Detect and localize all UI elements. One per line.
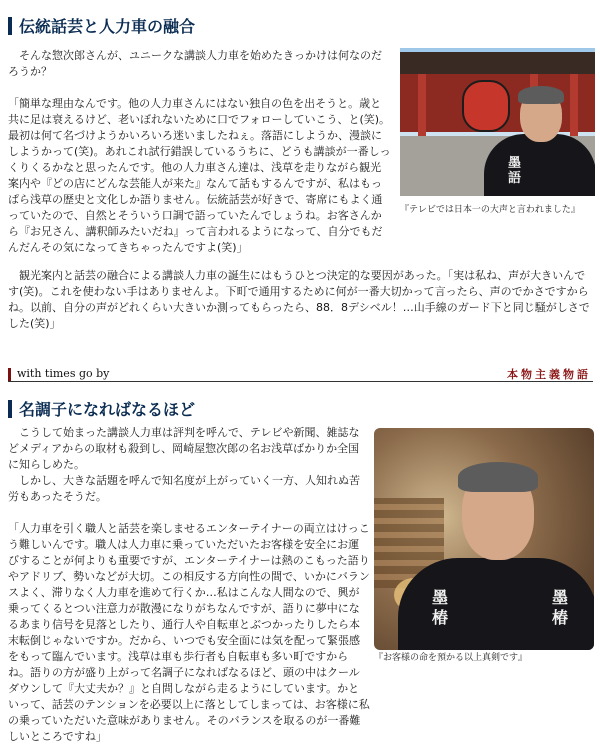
section2-text <box>8 425 370 745</box>
section1-intro-text <box>8 48 392 256</box>
photo-caption-tv: 『テレビでは日本一の大声と言われました』 <box>400 205 580 215</box>
band-subtitle: with times go by <box>17 367 110 380</box>
section1-quote: 「簡単な理由なんです。他の人力車さんにはない独自の色を出そうと。歳と共に足は衰えるけど、老いぼれないために口でフォローしていこう、と(笑)。最初は何て名づけようかいろいろ迷いましたねぇ。落語にしようか、漫談にしようかって(笑)。あれこれ試行錯誤しているうちに、どうも講談が一番しっくりくるかなと思ったんです。他の人力車さん達は、浅草を走りながら観光案内や『どの店にどんな芸能人が来た』なんて話もするんですが、私はもっぱら浅草の歴史と文化しか語りません。伝統話芸が好きで、寄席にもよく通っていたので、自然とそういう口調で語っていたんでしょうね。お客さんから『お兄さん、講釈師みたいだね』って言われるようになって、自分でもだんだんその気になってきちゃったんですよ(笑)」 <box>8 97 391 254</box>
section2-quote: 「人力車を引く職人と話芸を楽しませるエンターテイナーの両立はけっこう難しいんです。職人は人力車に乗っていただいたお客様を安全にお運びすることが何よりも重要ですが、エンターテイナーは熱のこもった語りやアドリブ、勢いなどが大切。この相反する方向性の間で、いかにバランスよく、滞りなく人力車を進めて行くか…私はこんな人間なので、興が乗ってくるとつい注意力が散漫になりがちなんですが、語りに夢中になるあまり信号を見落としたり、通行人や自転車とぶつかったりしたら本末転倒じゃないですか。だから、いつでも安全面には気を配って緊張感をもって臨んでいます。浅草は車も歩行者も自転車も多い町ですからね。語りの方が盛り上がって名調子になればなるほど、頭の中はクールダウンして『大丈夫か？』と自問しながら走るようにしています。かといって、話芸のテンションを必要以上に落としてしまっては、お客様に私の乗っていただいた意味がありません。そのバランスを取るのが一番難しいところですね」 <box>8 522 370 743</box>
jacket-lettering-left: 墨 椿 <box>432 588 449 627</box>
jacket-lettering-right: 墨 椿 <box>552 588 569 627</box>
jacket-lettering: 墨 語 <box>508 156 522 186</box>
section1-paragraph: そんな惣次郎さんが、ユニークな講談人力車を始めたきっかけは何なのだろうか？ <box>8 49 382 78</box>
band-accent-bar <box>8 368 11 381</box>
photo-caption-serious: 『お客様の命を預かる以上真剣です』 <box>374 653 528 663</box>
band-series-title: 本物主義物語 <box>507 368 591 381</box>
section-title-fusion: 伝統話芸と人力車の融合 <box>8 14 195 37</box>
section2-intro-paragraph: こうして始まった講談人力車は評判を呼んで、テレビや新聞、雑誌などメディアからの取材も殺到し、岡崎屋惣次郎の名お浅草ばかりか全国に知らしめた。 しかし、大きな話題を呼んで知名度が上がっていく一方、人知れぬ苦労もあったそうだ。 <box>8 426 360 503</box>
section-title-cadence: 名調子になればなるほど <box>8 397 195 420</box>
rickshaw-man-temple-photo <box>400 48 595 196</box>
section-divider-band <box>8 368 593 382</box>
section1-full-text <box>8 268 593 332</box>
section1-full-paragraph: 観光案内と話芸の融合による講談人力車の誕生にはもうひとつ決定的な要因があった。「実は私ね、声が大きいんです(笑)。これを使わない手はありませんよ。下町で通用するために何が一番大切かって言ったら、声のでかさですからね。以前、自分の声がどれくらい大きいか測ってもらったら、88．8デシベル！…山手線のガード下と同じ騒がしさでした(笑)」 <box>8 269 590 330</box>
rickshaw-man-portrait-photo <box>374 428 594 650</box>
